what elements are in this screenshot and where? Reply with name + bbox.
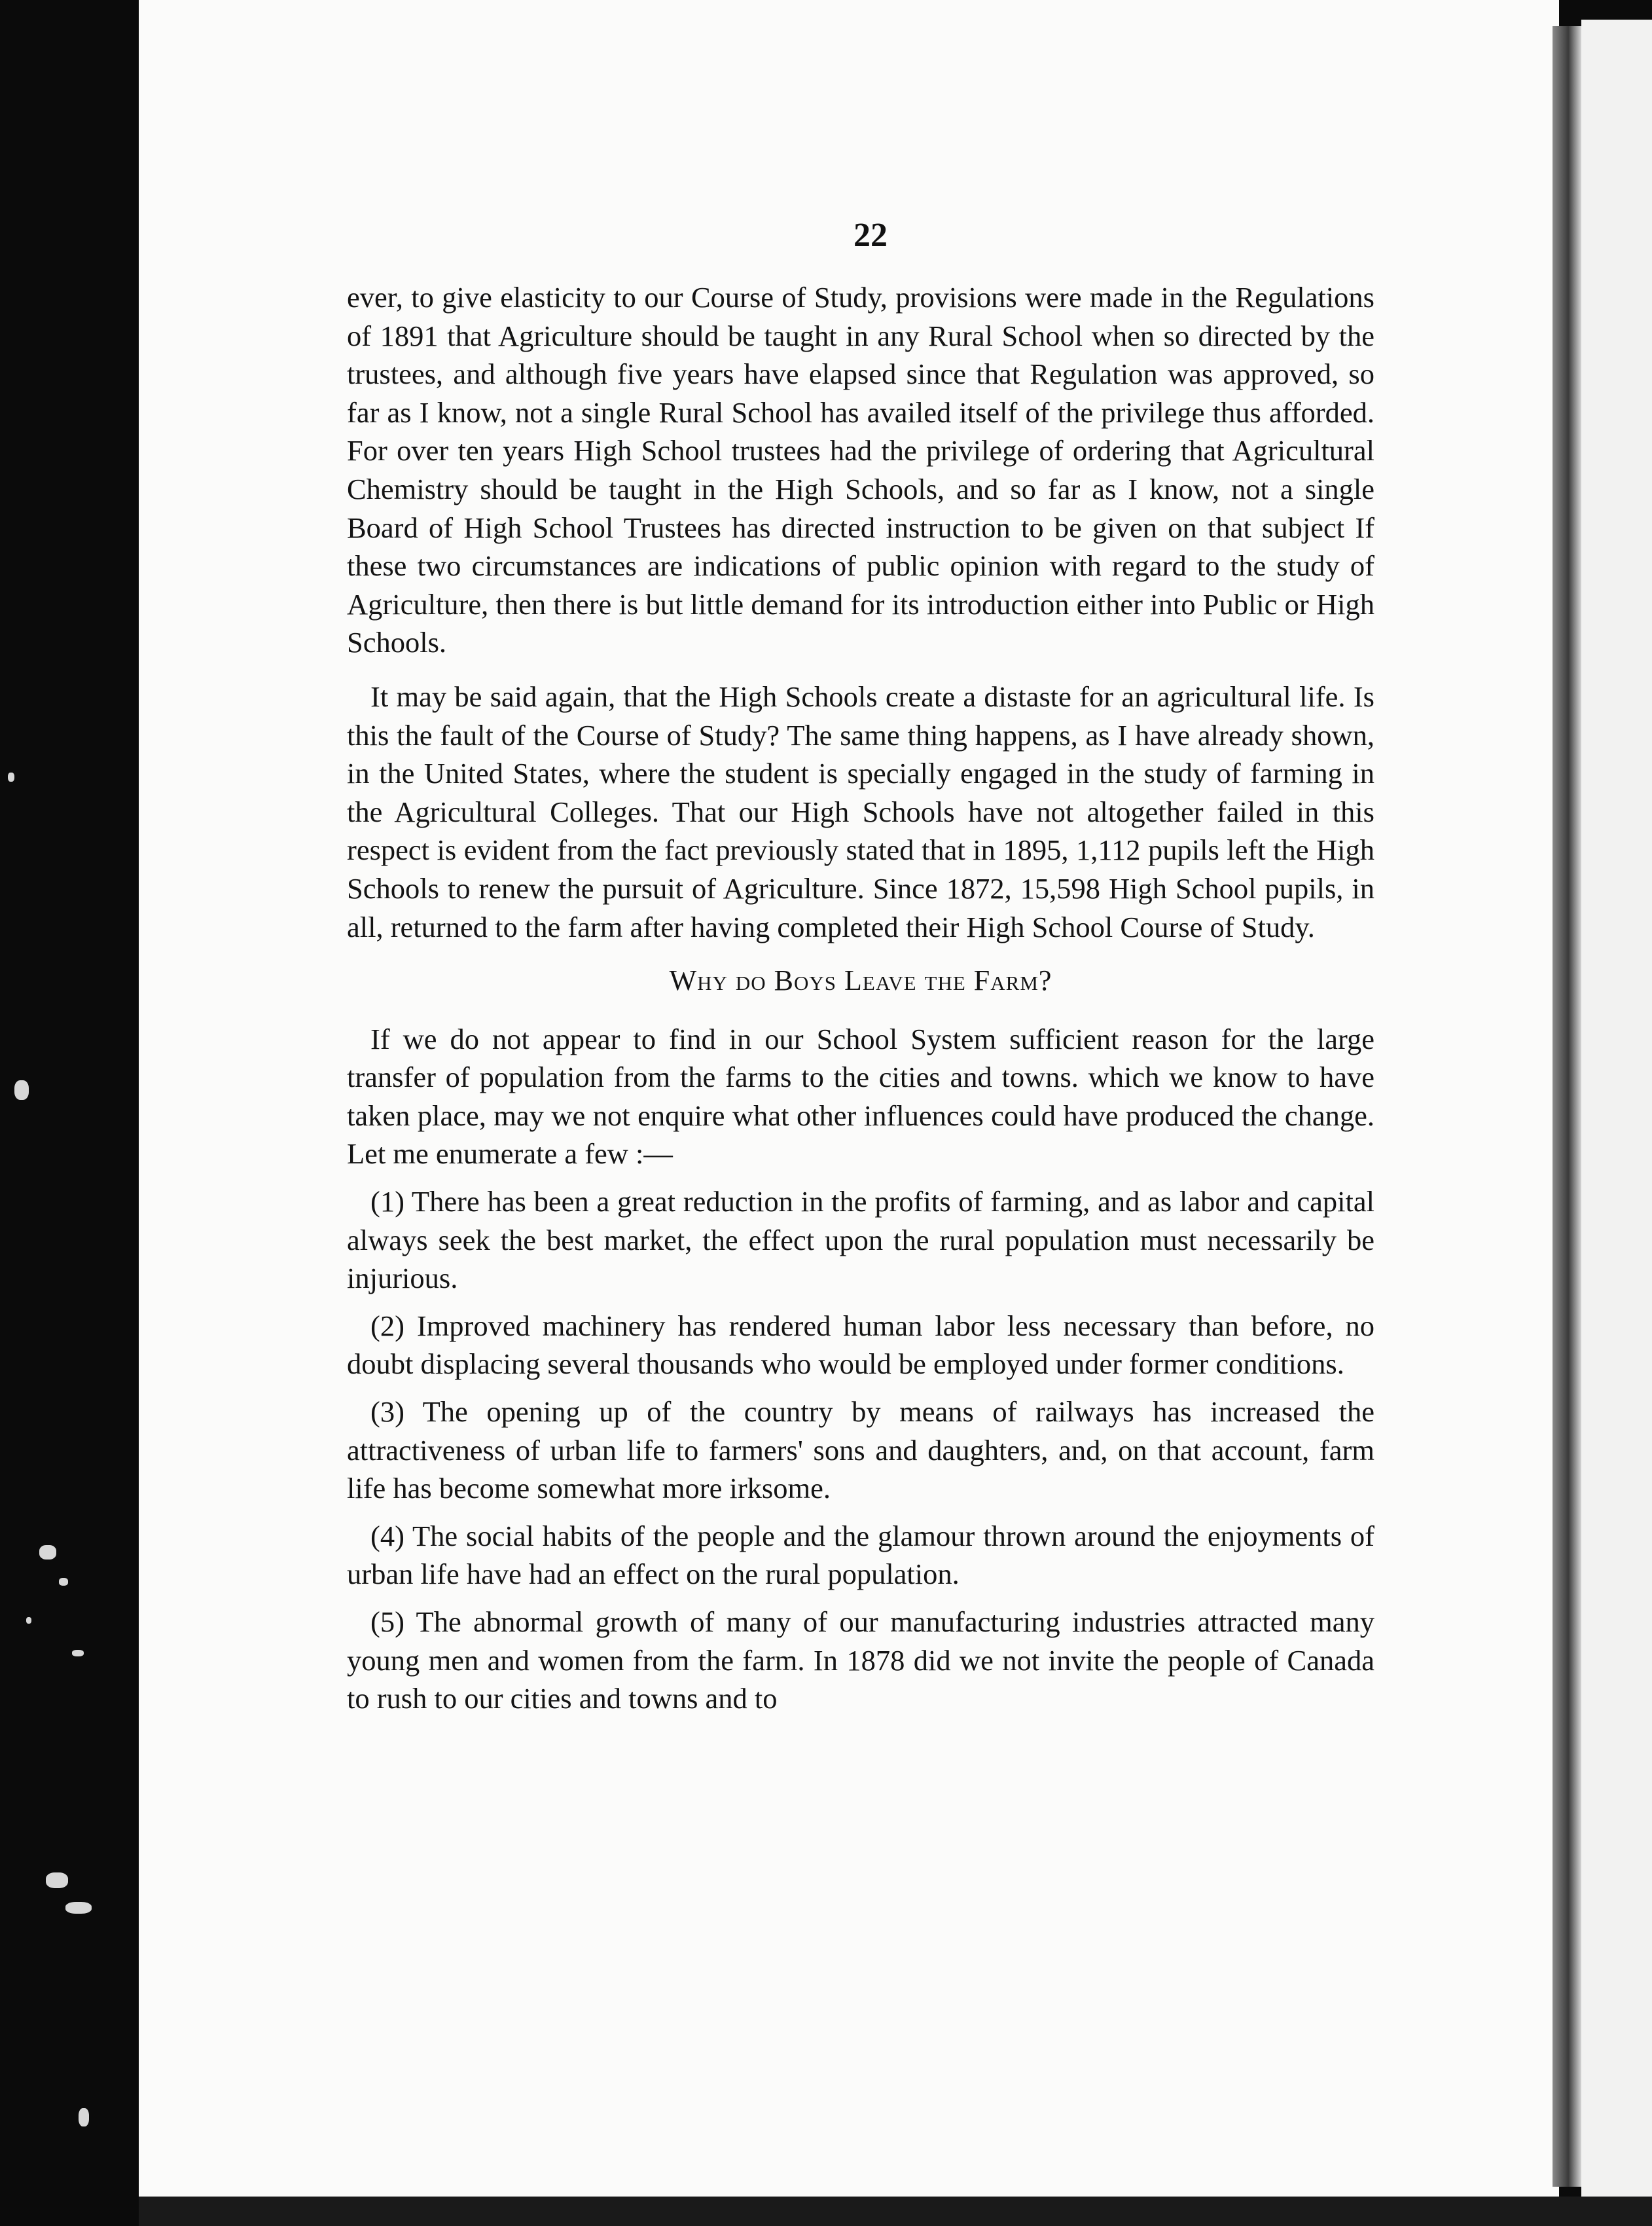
page-number: 22 bbox=[853, 217, 888, 254]
list-item: (2) Improved machinery has rendered human labor less necessary than before, no doubt displacing several thousands who would be employed under former conditions. bbox=[347, 1309, 1374, 1381]
paragraph: It may be said again, that the High Schools create a distaste for an agricultural life. Is this the fault of the Course of Study? The same thing happens, as I have already shown, in the United States, where the student is specially engaged in the study of farming in the Agricultural Colleges. That our High Schools have not altogether failed in this respect is evident from the fact previously stated that in 1895, 1,112 pupils left the High Schools to renew the pursuit of Agriculture. Since 1872, 15,598 High School pupils, in all, returned to the farm after having completed their High School Course of Study. bbox=[347, 680, 1374, 943]
margin-speck bbox=[14, 1080, 29, 1100]
bottom-shadow bbox=[139, 2197, 1652, 2226]
margin-speck bbox=[59, 1578, 68, 1586]
paragraph: If we do not appear to find in our School System sufficient reason for the large transfer of population from the farms to the cities and towns. which we know to have taken place, may we not enquire what other influences could have produced the change. Let me enumerate a few :— bbox=[347, 1022, 1374, 1171]
paragraph-continued: ever, to give elasticity to our Course of Study, provisions were made in the Regulations of 1891 that Agriculture should be taught in any Rural School when so directed by the trustees, and although five years have elapsed since that Regulation was approved, so far as I know, not a single Rural School has availed itself of the privilege thus afforded. For over ten years High School trustees had the privilege of ordering that Agricultural Chemistry should be taught in the High Schools, and so far as I know, not a single Board of High School Trustees has directed instruction to be given on that subject If these two circumstances are indications of public opinion with regard to the study of Agriculture, then there is but little demand for its introduction either into Public or High Schools. bbox=[347, 281, 1374, 659]
margin-speck bbox=[72, 1650, 84, 1656]
body-text bbox=[347, 278, 1374, 1727]
margin-speck bbox=[8, 773, 14, 782]
margin-speck bbox=[79, 2108, 89, 2126]
page-edge-shadow bbox=[1553, 26, 1581, 2187]
list-item: (1) There has been a great reduction in the profits of farming, and as labor and capital always seek the best market, the effect upon the rural population must necessarily be injurious. bbox=[347, 1185, 1374, 1295]
margin-speck bbox=[39, 1545, 56, 1560]
margin-speck bbox=[65, 1902, 92, 1914]
list-item: (5) The abnormal growth of many of our manufacturing industries attracted many young men and women from the farm. In 1878 did we not invite the people of Canada to rush to our cities and towns and to bbox=[347, 1605, 1374, 1715]
next-page-edge bbox=[1581, 20, 1652, 2206]
margin-speck bbox=[46, 1872, 68, 1888]
list-item: (3) The opening up of the country by means of railways has increased the attractiveness of urban life to farmers' sons and daughters, and, on that account, farm life has become somewhat more irksome. bbox=[347, 1395, 1374, 1505]
section-heading: Why do Boys Leave the Farm? bbox=[669, 964, 1052, 997]
margin-speck bbox=[26, 1617, 31, 1624]
list-item: (4) The social habits of the people and the glamour thrown around the enjoyments of urban life have had an effect on the rural population. bbox=[347, 1519, 1374, 1591]
